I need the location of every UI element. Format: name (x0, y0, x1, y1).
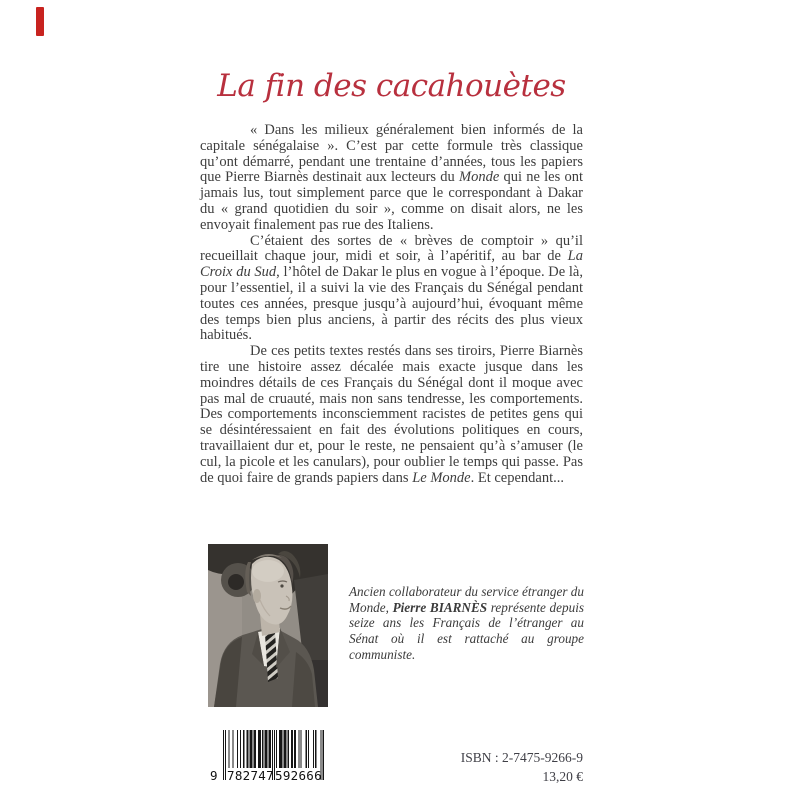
isbn-number: ISBN : 2-7475-9266-9 (460, 750, 583, 765)
price: 13,20 € (542, 769, 583, 784)
barcode (210, 730, 326, 786)
barcode-digit-first: 9 (210, 768, 218, 783)
text-run: De ces petits textes restés dans ses tiroirs, Pierre Biarnès tire une histoire assez décalée mais exacte jusque dans les moindres détails de ces Français du Sénégal dont il moque avec pas mal de cruauté, mais non sans tendresse, les comportements. Des comportements inconsciemment racistes de petites gens qui se désintéressaient en fait des évolutions politiques en cours, travaillaient dur et, pour le reste, ne pensaient qu’à s’amuser (le cul, la picole et les canulars), pour oublier le temps qui passe. Pas de quoi faire de grands papiers dans (200, 343, 583, 486)
red-corner-mark (36, 7, 44, 36)
text-run: C’étaient des sortes de « brèves de comptoir » qu’il recueillait chaque jour, midi et soir, à l’apéritif, au bar de (200, 232, 583, 265)
barcode-digits (210, 767, 326, 783)
barcode-digits-left: 782747 (227, 768, 274, 783)
author-photo-image (208, 544, 328, 707)
text-run: « Dans les milieux généralement bien informés de la capitale sénégalaise ». C’est par cette formule très classique qu’ont démarré, pendant une trentaine d’années, tous les papiers que Pierre Biarnès destinait aux lecteurs du (200, 122, 583, 186)
author-name: Pierre BIARNÈS (392, 599, 488, 615)
text-run-italic: Monde (459, 169, 500, 186)
synopsis-paragraph-2 (200, 234, 583, 345)
text-run: représente depuis seize ans les Français de l’étranger au Sénat où il est rattaché au groupe communiste. (349, 599, 584, 662)
synopsis-text (200, 123, 583, 486)
text-run: qui ne les ont jamais lus, tout simplement parce que le correspondant à Dakar du « grand quotidien du soir », comme on disait alors, ne les envoyait finalement pas rue des Italiens. (200, 169, 583, 233)
isbn-block (461, 748, 583, 786)
author-photo (208, 544, 328, 707)
synopsis-paragraph-3 (200, 344, 583, 486)
text-run: , l’hôtel de Dakar le plus en vogue à l’époque. De là, pour l’essentiel, il a suivi la vie des Français du Sénégal pendant toutes ces années, presque jusqu’à aujourd’hui, évoquant même des temps bien plus anciens, à partir des récits des plus vieux habitués. (200, 264, 583, 344)
text-run-italic: La Croix du Sud (200, 248, 583, 281)
author-bio (349, 584, 584, 663)
text-run: . Et cependant... (470, 469, 565, 486)
barcode-digits-right: 592666 (275, 768, 322, 783)
book-title: La fin des cacahouètes (217, 68, 566, 104)
text-run-italic: Le Monde (412, 469, 471, 486)
text-run: Ancien collaborateur du service étranger du Monde, (349, 584, 584, 615)
synopsis-paragraph-1 (200, 123, 583, 234)
